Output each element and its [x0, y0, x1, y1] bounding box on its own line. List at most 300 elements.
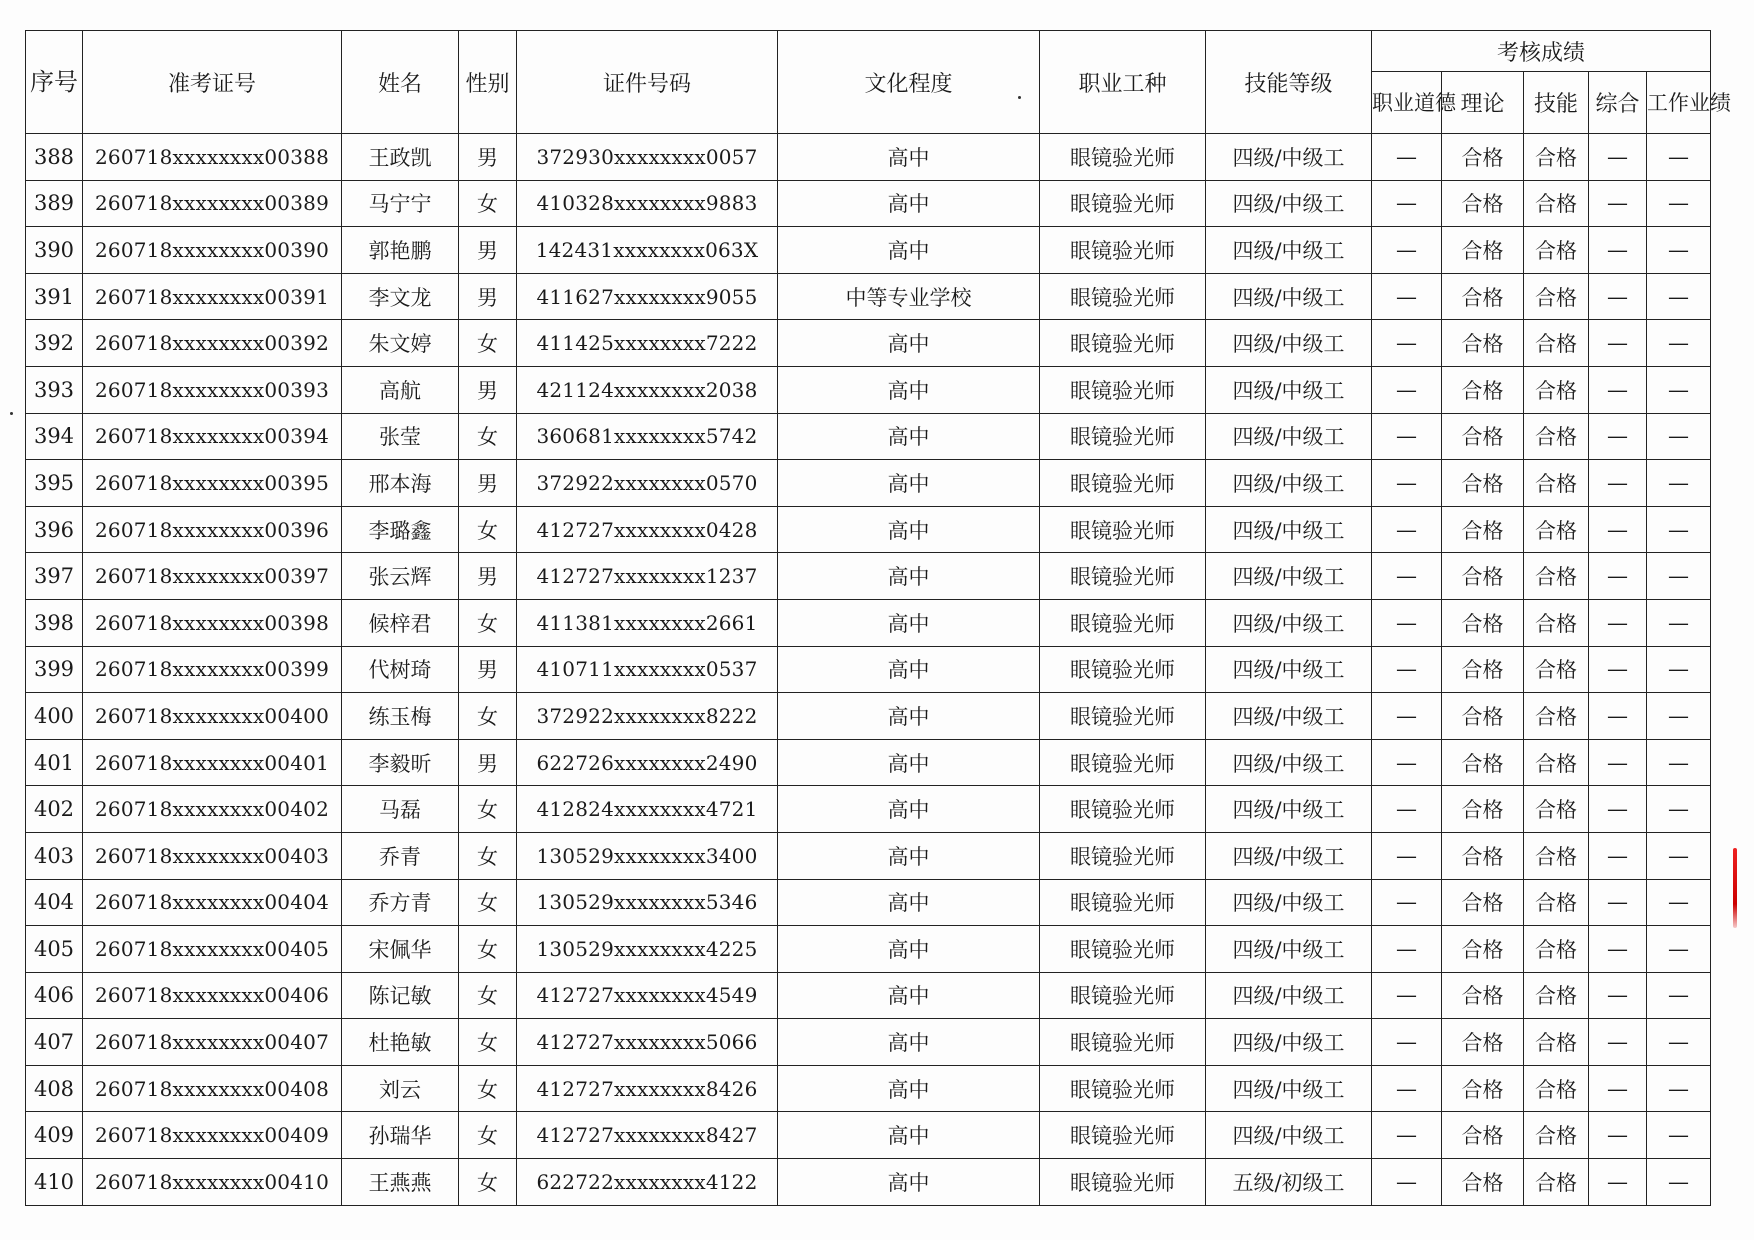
cell-ticket-no: 260718xxxxxxxx00398	[83, 599, 342, 646]
cell-occupation: 眼镜验光师	[1040, 1065, 1206, 1112]
cell-education: 中等专业学校	[778, 273, 1040, 320]
cell-seq: 396	[26, 506, 83, 553]
cell-education: 高中	[778, 134, 1040, 181]
cell-skill-level: 四级/中级工	[1206, 1065, 1372, 1112]
table-row	[26, 134, 1711, 181]
cell-comprehensive: —	[1589, 1112, 1647, 1159]
cell-occupation: 眼镜验光师	[1040, 693, 1206, 740]
cell-skill: 合格	[1524, 646, 1589, 693]
cell-theory: 合格	[1442, 553, 1524, 600]
cell-skill: 合格	[1524, 506, 1589, 553]
cell-gender: 女	[459, 1019, 517, 1066]
cell-occupation: 眼镜验光师	[1040, 1159, 1206, 1206]
cell-ticket-no: 260718xxxxxxxx00396	[83, 506, 342, 553]
cell-skill-level: 四级/中级工	[1206, 693, 1372, 740]
cell-gender: 男	[459, 460, 517, 507]
cell-ticket-no: 260718xxxxxxxx00403	[83, 832, 342, 879]
cell-occupation: 眼镜验光师	[1040, 413, 1206, 460]
cell-occupation: 眼镜验光师	[1040, 134, 1206, 181]
cell-name: 李毅昕	[342, 739, 459, 786]
cell-id-no: 412727xxxxxxxx8426	[517, 1065, 778, 1112]
cell-ticket-no: 260718xxxxxxxx00407	[83, 1019, 342, 1066]
cell-ethics: —	[1372, 553, 1442, 600]
cell-work-performance: —	[1647, 879, 1711, 926]
cell-occupation: 眼镜验光师	[1040, 553, 1206, 600]
cell-gender: 女	[459, 599, 517, 646]
cell-comprehensive: —	[1589, 1019, 1647, 1066]
cell-gender: 女	[459, 832, 517, 879]
cell-seq: 398	[26, 599, 83, 646]
cell-seq: 409	[26, 1112, 83, 1159]
cell-name: 李璐鑫	[342, 506, 459, 553]
cell-skill: 合格	[1524, 1065, 1589, 1112]
cell-comprehensive: —	[1589, 460, 1647, 507]
cell-seq: 407	[26, 1019, 83, 1066]
table-row	[26, 786, 1711, 833]
cell-skill-level: 四级/中级工	[1206, 832, 1372, 879]
cell-id-no: 142431xxxxxxxx063X	[517, 227, 778, 274]
cell-work-performance: —	[1647, 1019, 1711, 1066]
header-education: 文化程度	[778, 31, 1040, 134]
cell-ticket-no: 260718xxxxxxxx00393	[83, 366, 342, 413]
cell-ethics: —	[1372, 413, 1442, 460]
cell-skill: 合格	[1524, 553, 1589, 600]
cell-comprehensive: —	[1589, 320, 1647, 367]
cell-skill-level: 四级/中级工	[1206, 460, 1372, 507]
cell-seq: 403	[26, 832, 83, 879]
table-row	[26, 879, 1711, 926]
cell-theory: 合格	[1442, 273, 1524, 320]
cell-skill-level: 四级/中级工	[1206, 739, 1372, 786]
table-row	[26, 413, 1711, 460]
cell-name: 代树琦	[342, 646, 459, 693]
cell-skill-level: 四级/中级工	[1206, 1019, 1372, 1066]
cell-occupation: 眼镜验光师	[1040, 739, 1206, 786]
cell-name: 王政凯	[342, 134, 459, 181]
header-id-no: 证件号码	[517, 31, 778, 134]
cell-ethics: —	[1372, 739, 1442, 786]
cell-seq: 393	[26, 366, 83, 413]
cell-skill-level: 四级/中级工	[1206, 506, 1372, 553]
cell-skill-level: 四级/中级工	[1206, 180, 1372, 227]
cell-ticket-no: 260718xxxxxxxx00388	[83, 134, 342, 181]
cell-ethics: —	[1372, 1159, 1442, 1206]
cell-ticket-no: 260718xxxxxxxx00394	[83, 413, 342, 460]
cell-skill-level: 四级/中级工	[1206, 879, 1372, 926]
cell-education: 高中	[778, 506, 1040, 553]
cell-theory: 合格	[1442, 413, 1524, 460]
cell-seq: 408	[26, 1065, 83, 1112]
cell-education: 高中	[778, 413, 1040, 460]
cell-name: 邢本海	[342, 460, 459, 507]
cell-comprehensive: —	[1589, 926, 1647, 973]
cell-occupation: 眼镜验光师	[1040, 180, 1206, 227]
cell-gender: 男	[459, 273, 517, 320]
cell-comprehensive: —	[1589, 786, 1647, 833]
cell-id-no: 130529xxxxxxxx3400	[517, 832, 778, 879]
cell-name: 张云辉	[342, 553, 459, 600]
cell-work-performance: —	[1647, 1159, 1711, 1206]
cell-theory: 合格	[1442, 926, 1524, 973]
cell-education: 高中	[778, 366, 1040, 413]
table-row	[26, 366, 1711, 413]
header-name: 姓名	[342, 31, 459, 134]
cell-id-no: 412727xxxxxxxx8427	[517, 1112, 778, 1159]
table-header	[26, 31, 1731, 134]
cell-seq: 389	[26, 180, 83, 227]
table-row	[26, 460, 1711, 507]
cell-skill-level: 四级/中级工	[1206, 972, 1372, 1019]
scan-speck	[10, 412, 13, 415]
cell-ticket-no: 260718xxxxxxxx00392	[83, 320, 342, 367]
cell-work-performance: —	[1647, 227, 1711, 274]
cell-seq: 404	[26, 879, 83, 926]
cell-occupation: 眼镜验光师	[1040, 832, 1206, 879]
cell-gender: 男	[459, 553, 517, 600]
cell-ticket-no: 260718xxxxxxxx00408	[83, 1065, 342, 1112]
cell-ticket-no: 260718xxxxxxxx00409	[83, 1112, 342, 1159]
cell-id-no: 421124xxxxxxxx2038	[517, 366, 778, 413]
table-row	[26, 972, 1711, 1019]
cell-comprehensive: —	[1589, 413, 1647, 460]
cell-comprehensive: —	[1589, 646, 1647, 693]
cell-skill-level: 四级/中级工	[1206, 134, 1372, 181]
cell-skill: 合格	[1524, 180, 1589, 227]
cell-work-performance: —	[1647, 646, 1711, 693]
scan-speck	[1018, 96, 1021, 99]
cell-ticket-no: 260718xxxxxxxx00389	[83, 180, 342, 227]
cell-theory: 合格	[1442, 460, 1524, 507]
cell-education: 高中	[778, 553, 1040, 600]
cell-ethics: —	[1372, 786, 1442, 833]
cell-id-no: 412727xxxxxxxx0428	[517, 506, 778, 553]
cell-ethics: —	[1372, 646, 1442, 693]
cell-ticket-no: 260718xxxxxxxx00395	[83, 460, 342, 507]
cell-skill-level: 四级/中级工	[1206, 553, 1372, 600]
header-gender: 性别	[459, 31, 517, 134]
cell-theory: 合格	[1442, 739, 1524, 786]
cell-skill: 合格	[1524, 1159, 1589, 1206]
cell-ticket-no: 260718xxxxxxxx00410	[83, 1159, 342, 1206]
cell-gender: 女	[459, 413, 517, 460]
table-row	[26, 273, 1711, 320]
cell-skill-level: 四级/中级工	[1206, 227, 1372, 274]
cell-theory: 合格	[1442, 180, 1524, 227]
cell-name: 郭艳鹏	[342, 227, 459, 274]
cell-seq: 405	[26, 926, 83, 973]
cell-seq: 397	[26, 553, 83, 600]
cell-skill-level: 四级/中级工	[1206, 413, 1372, 460]
cell-education: 高中	[778, 227, 1040, 274]
cell-skill-level: 四级/中级工	[1206, 786, 1372, 833]
cell-skill: 合格	[1524, 879, 1589, 926]
cell-id-no: 622722xxxxxxxx4122	[517, 1159, 778, 1206]
cell-comprehensive: —	[1589, 972, 1647, 1019]
cell-education: 高中	[778, 786, 1040, 833]
cell-ethics: —	[1372, 366, 1442, 413]
cell-name: 孙瑞华	[342, 1112, 459, 1159]
header-skill: 技能	[1524, 72, 1589, 134]
cell-work-performance: —	[1647, 832, 1711, 879]
cell-gender: 男	[459, 646, 517, 693]
cell-skill: 合格	[1524, 786, 1589, 833]
cell-skill-level: 四级/中级工	[1206, 926, 1372, 973]
cell-ticket-no: 260718xxxxxxxx00404	[83, 879, 342, 926]
cell-skill-level: 四级/中级工	[1206, 273, 1372, 320]
cell-theory: 合格	[1442, 1019, 1524, 1066]
cell-occupation: 眼镜验光师	[1040, 506, 1206, 553]
cell-seq: 401	[26, 739, 83, 786]
table-body	[26, 134, 1711, 1206]
cell-education: 高中	[778, 1065, 1040, 1112]
cell-skill-level: 五级/初级工	[1206, 1159, 1372, 1206]
cell-seq: 391	[26, 273, 83, 320]
cell-id-no: 622726xxxxxxxx2490	[517, 739, 778, 786]
cell-ethics: —	[1372, 879, 1442, 926]
cell-theory: 合格	[1442, 786, 1524, 833]
cell-work-performance: —	[1647, 366, 1711, 413]
cell-education: 高中	[778, 180, 1040, 227]
cell-theory: 合格	[1442, 134, 1524, 181]
cell-work-performance: —	[1647, 506, 1711, 553]
cell-id-no: 130529xxxxxxxx4225	[517, 926, 778, 973]
cell-skill: 合格	[1524, 227, 1589, 274]
cell-name: 刘云	[342, 1065, 459, 1112]
cell-theory: 合格	[1442, 366, 1524, 413]
cell-seq: 406	[26, 972, 83, 1019]
cell-gender: 女	[459, 1112, 517, 1159]
cell-gender: 女	[459, 786, 517, 833]
cell-occupation: 眼镜验光师	[1040, 1019, 1206, 1066]
cell-skill: 合格	[1524, 739, 1589, 786]
cell-education: 高中	[778, 1019, 1040, 1066]
header-comprehensive: 综合	[1589, 72, 1647, 134]
cell-work-performance: —	[1647, 180, 1711, 227]
cell-occupation: 眼镜验光师	[1040, 599, 1206, 646]
cell-id-no: 412727xxxxxxxx1237	[517, 553, 778, 600]
cell-ethics: —	[1372, 273, 1442, 320]
cell-comprehensive: —	[1589, 693, 1647, 740]
cell-education: 高中	[778, 599, 1040, 646]
cell-skill-level: 四级/中级工	[1206, 1112, 1372, 1159]
cell-ethics: —	[1372, 134, 1442, 181]
cell-comprehensive: —	[1589, 506, 1647, 553]
cell-comprehensive: —	[1589, 879, 1647, 926]
table-row	[26, 1112, 1711, 1159]
header-theory: 理论	[1442, 72, 1524, 134]
cell-seq: 402	[26, 786, 83, 833]
cell-occupation: 眼镜验光师	[1040, 1112, 1206, 1159]
cell-name: 候梓君	[342, 599, 459, 646]
cell-education: 高中	[778, 879, 1040, 926]
cell-work-performance: —	[1647, 972, 1711, 1019]
cell-name: 马宁宁	[342, 180, 459, 227]
table-row	[26, 180, 1711, 227]
cell-gender: 女	[459, 1159, 517, 1206]
cell-skill: 合格	[1524, 134, 1589, 181]
cell-theory: 合格	[1442, 227, 1524, 274]
table-row	[26, 1065, 1711, 1112]
cell-name: 杜艳敏	[342, 1019, 459, 1066]
cell-seq: 394	[26, 413, 83, 460]
cell-work-performance: —	[1647, 693, 1711, 740]
cell-education: 高中	[778, 739, 1040, 786]
cell-ethics: —	[1372, 180, 1442, 227]
cell-skill: 合格	[1524, 926, 1589, 973]
cell-occupation: 眼镜验光师	[1040, 366, 1206, 413]
cell-seq: 392	[26, 320, 83, 367]
cell-occupation: 眼镜验光师	[1040, 320, 1206, 367]
cell-occupation: 眼镜验光师	[1040, 972, 1206, 1019]
cell-theory: 合格	[1442, 832, 1524, 879]
cell-ticket-no: 260718xxxxxxxx00400	[83, 693, 342, 740]
header-work-performance: 工作业绩	[1647, 72, 1711, 134]
cell-theory: 合格	[1442, 1112, 1524, 1159]
table-row	[26, 926, 1711, 973]
cell-id-no: 372930xxxxxxxx0057	[517, 134, 778, 181]
header-ethics: 职业道德	[1372, 72, 1442, 134]
table-row	[26, 693, 1711, 740]
cell-gender: 女	[459, 879, 517, 926]
red-pen-mark	[1733, 848, 1737, 928]
cell-education: 高中	[778, 1159, 1040, 1206]
cell-gender: 女	[459, 693, 517, 740]
cell-comprehensive: —	[1589, 227, 1647, 274]
cell-work-performance: —	[1647, 739, 1711, 786]
cell-occupation: 眼镜验光师	[1040, 460, 1206, 507]
cell-name: 陈记敏	[342, 972, 459, 1019]
cell-id-no: 410711xxxxxxxx0537	[517, 646, 778, 693]
cell-comprehensive: —	[1589, 832, 1647, 879]
table-row	[26, 320, 1711, 367]
cell-gender: 男	[459, 134, 517, 181]
cell-id-no: 411381xxxxxxxx2661	[517, 599, 778, 646]
cell-comprehensive: —	[1589, 273, 1647, 320]
table-row	[26, 506, 1711, 553]
cell-work-performance: —	[1647, 926, 1711, 973]
cell-theory: 合格	[1442, 646, 1524, 693]
cell-theory: 合格	[1442, 972, 1524, 1019]
cell-occupation: 眼镜验光师	[1040, 879, 1206, 926]
cell-skill: 合格	[1524, 413, 1589, 460]
cell-work-performance: —	[1647, 1065, 1711, 1112]
table-row	[26, 646, 1711, 693]
table-row	[26, 1159, 1711, 1206]
cell-seq: 410	[26, 1159, 83, 1206]
cell-name: 李文龙	[342, 273, 459, 320]
cell-work-performance: —	[1647, 1112, 1711, 1159]
cell-name: 马磊	[342, 786, 459, 833]
cell-education: 高中	[778, 693, 1040, 740]
cell-comprehensive: —	[1589, 180, 1647, 227]
cell-occupation: 眼镜验光师	[1040, 646, 1206, 693]
cell-work-performance: —	[1647, 413, 1711, 460]
header-ticket-no: 准考证号	[83, 31, 342, 134]
cell-gender: 男	[459, 739, 517, 786]
cell-skill: 合格	[1524, 1019, 1589, 1066]
cell-occupation: 眼镜验光师	[1040, 227, 1206, 274]
cell-id-no: 372922xxxxxxxx0570	[517, 460, 778, 507]
cell-theory: 合格	[1442, 320, 1524, 367]
cell-seq: 390	[26, 227, 83, 274]
cell-education: 高中	[778, 832, 1040, 879]
cell-occupation: 眼镜验光师	[1040, 273, 1206, 320]
cell-occupation: 眼镜验光师	[1040, 926, 1206, 973]
cell-skill: 合格	[1524, 599, 1589, 646]
cell-gender: 女	[459, 506, 517, 553]
cell-skill-level: 四级/中级工	[1206, 366, 1372, 413]
cell-comprehensive: —	[1589, 134, 1647, 181]
cell-name: 高航	[342, 366, 459, 413]
table-row	[26, 739, 1711, 786]
cell-theory: 合格	[1442, 1159, 1524, 1206]
cell-ticket-no: 260718xxxxxxxx00397	[83, 553, 342, 600]
cell-occupation: 眼镜验光师	[1040, 786, 1206, 833]
cell-work-performance: —	[1647, 134, 1711, 181]
cell-comprehensive: —	[1589, 599, 1647, 646]
cell-id-no: 412727xxxxxxxx4549	[517, 972, 778, 1019]
cell-gender: 女	[459, 926, 517, 973]
cell-theory: 合格	[1442, 693, 1524, 740]
cell-comprehensive: —	[1589, 366, 1647, 413]
cell-work-performance: —	[1647, 786, 1711, 833]
table-row	[26, 1019, 1711, 1066]
cell-comprehensive: —	[1589, 739, 1647, 786]
header-skill-level: 技能等级	[1206, 31, 1372, 134]
cell-ethics: —	[1372, 320, 1442, 367]
cell-name: 乔方青	[342, 879, 459, 926]
cell-name: 练玉梅	[342, 693, 459, 740]
cell-ethics: —	[1372, 506, 1442, 553]
cell-gender: 男	[459, 227, 517, 274]
cell-ticket-no: 260718xxxxxxxx00405	[83, 926, 342, 973]
cell-theory: 合格	[1442, 599, 1524, 646]
cell-education: 高中	[778, 460, 1040, 507]
header-assessment: 考核成绩	[1372, 31, 1711, 72]
cell-id-no: 372922xxxxxxxx8222	[517, 693, 778, 740]
cell-work-performance: —	[1647, 460, 1711, 507]
cell-ethics: —	[1372, 227, 1442, 274]
cell-name: 朱文婷	[342, 320, 459, 367]
cell-education: 高中	[778, 1112, 1040, 1159]
cell-work-performance: —	[1647, 599, 1711, 646]
cell-ticket-no: 260718xxxxxxxx00391	[83, 273, 342, 320]
header-seq: 序号	[26, 31, 83, 134]
cell-id-no: 130529xxxxxxxx5346	[517, 879, 778, 926]
cell-id-no: 411627xxxxxxxx9055	[517, 273, 778, 320]
cell-education: 高中	[778, 646, 1040, 693]
cell-id-no: 360681xxxxxxxx5742	[517, 413, 778, 460]
cell-seq: 400	[26, 693, 83, 740]
cell-work-performance: —	[1647, 320, 1711, 367]
cell-ethics: —	[1372, 832, 1442, 879]
cell-comprehensive: —	[1589, 1065, 1647, 1112]
cell-gender: 女	[459, 180, 517, 227]
cell-gender: 女	[459, 320, 517, 367]
cell-skill: 合格	[1524, 320, 1589, 367]
cell-skill-level: 四级/中级工	[1206, 599, 1372, 646]
cell-id-no: 410328xxxxxxxx9883	[517, 180, 778, 227]
table-row	[26, 227, 1711, 274]
cell-seq: 388	[26, 134, 83, 181]
results-table	[25, 30, 1731, 1206]
cell-ethics: —	[1372, 1019, 1442, 1066]
cell-skill: 合格	[1524, 273, 1589, 320]
cell-name: 张莹	[342, 413, 459, 460]
cell-id-no: 411425xxxxxxxx7222	[517, 320, 778, 367]
cell-work-performance: —	[1647, 553, 1711, 600]
cell-skill: 合格	[1524, 972, 1589, 1019]
